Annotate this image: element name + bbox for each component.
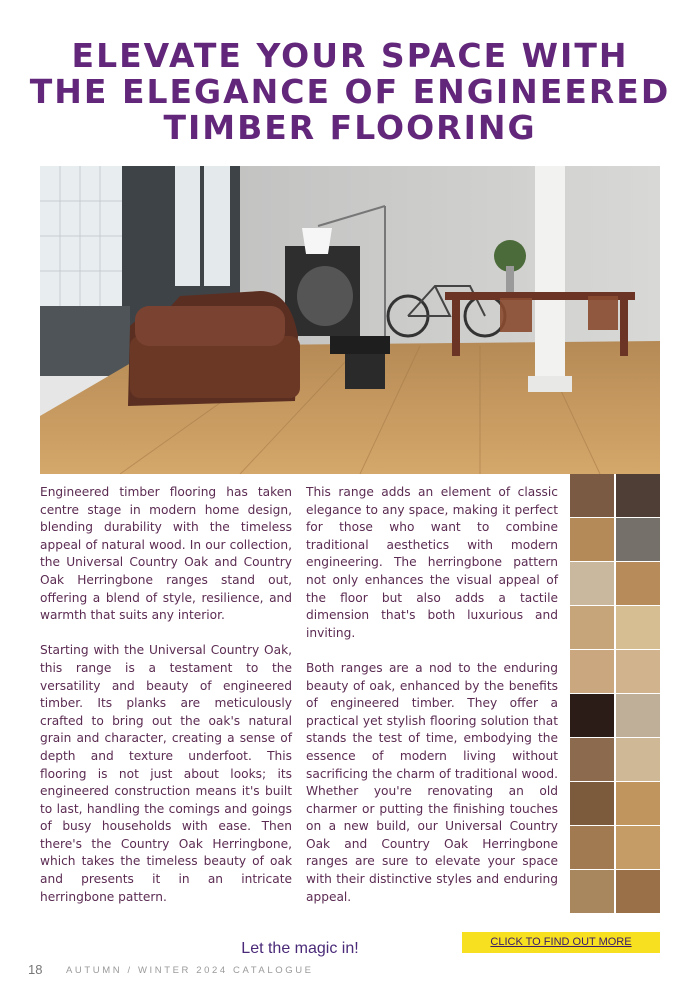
flooring-swatch — [616, 606, 660, 649]
flooring-swatch — [616, 782, 660, 825]
right-text-column — [306, 484, 558, 924]
flooring-swatch — [616, 650, 660, 693]
flooring-swatch — [570, 870, 614, 913]
left-text-column — [40, 484, 292, 924]
flooring-swatch — [616, 518, 660, 561]
flooring-swatch — [570, 518, 614, 561]
flooring-swatch — [570, 782, 614, 825]
flooring-swatch — [570, 606, 614, 649]
left-paragraph-1: Engineered timber flooring has taken centre stage in modern home design, blending durability with the timeless appeal of natural wood. In our collection, the Universal Country Oak and Country Oak Herringbone ranges stand out, offering a blend of style, resilience, and warmth that suits any interior. — [40, 485, 292, 623]
page-number: 18 — [28, 962, 43, 977]
catalogue-label: AUTUMN / WINTER 2024 CATALOGUE — [66, 965, 314, 976]
flooring-swatch — [570, 694, 614, 737]
flooring-swatch — [616, 474, 660, 517]
flooring-swatch — [570, 650, 614, 693]
find-out-more-button[interactable]: CLICK TO FIND OUT MORE — [462, 932, 660, 953]
flooring-swatch — [570, 738, 614, 781]
flooring-swatch — [616, 694, 660, 737]
headline-line-2: THE ELEGANCE OF ENGINEERED — [29, 72, 671, 111]
left-paragraph-2: Starting with the Universal Country Oak, this range is a testament to the versatility and beauty of engineered timber. Its planks are meticulously crafted to bring out the oak's natural grain and character, creating a sense of depth and texture underfoot. This flooring is not just about looks; its engineered construction means it's built to last, handling the comings and goings of busy households with ease. Then there's the Country Oak Herringbone, which takes the timeless beauty of oak and presents it in an intricate herringbone pattern. — [40, 643, 292, 904]
flooring-swatch — [570, 826, 614, 869]
tagline: Let the magic in! — [241, 940, 359, 957]
right-paragraph-1: This range adds an element of classic elegance to any space, making it perfect for those who want to combine traditional aesthetics with modern engineering. The herringbone pattern not only enhances the visual appeal of the floor but also adds a tactile dimension that's both luxurious and inviting. — [306, 485, 558, 640]
headline-line-1: ELEVATE YOUR SPACE WITH — [71, 36, 629, 75]
hero-illustration — [40, 166, 660, 474]
headline-line-3: TIMBER FLOORING — [163, 108, 537, 147]
flooring-swatch — [616, 562, 660, 605]
page-headline — [20, 38, 680, 146]
flooring-swatch-grid — [570, 474, 660, 916]
flooring-swatch — [616, 738, 660, 781]
hero-room-image — [40, 166, 660, 474]
flooring-swatch — [570, 562, 614, 605]
flooring-swatch — [616, 826, 660, 869]
flooring-swatch — [570, 474, 614, 517]
flooring-swatch — [616, 870, 660, 913]
right-paragraph-2: Both ranges are a nod to the enduring beauty of oak, enhanced by the benefits of engineered timber. They offer a practical yet stylish flooring solution that stands the test of time, embodying the essence of modern living without sacrificing the charm of traditional wood. Whether you're renovating an old charmer or putting the finishing touches on a new build, our Universal Country Oak and Country Oak Herringbone ranges are sure to elevate your space with their distinctive styles and enduring appeal. — [306, 660, 558, 904]
